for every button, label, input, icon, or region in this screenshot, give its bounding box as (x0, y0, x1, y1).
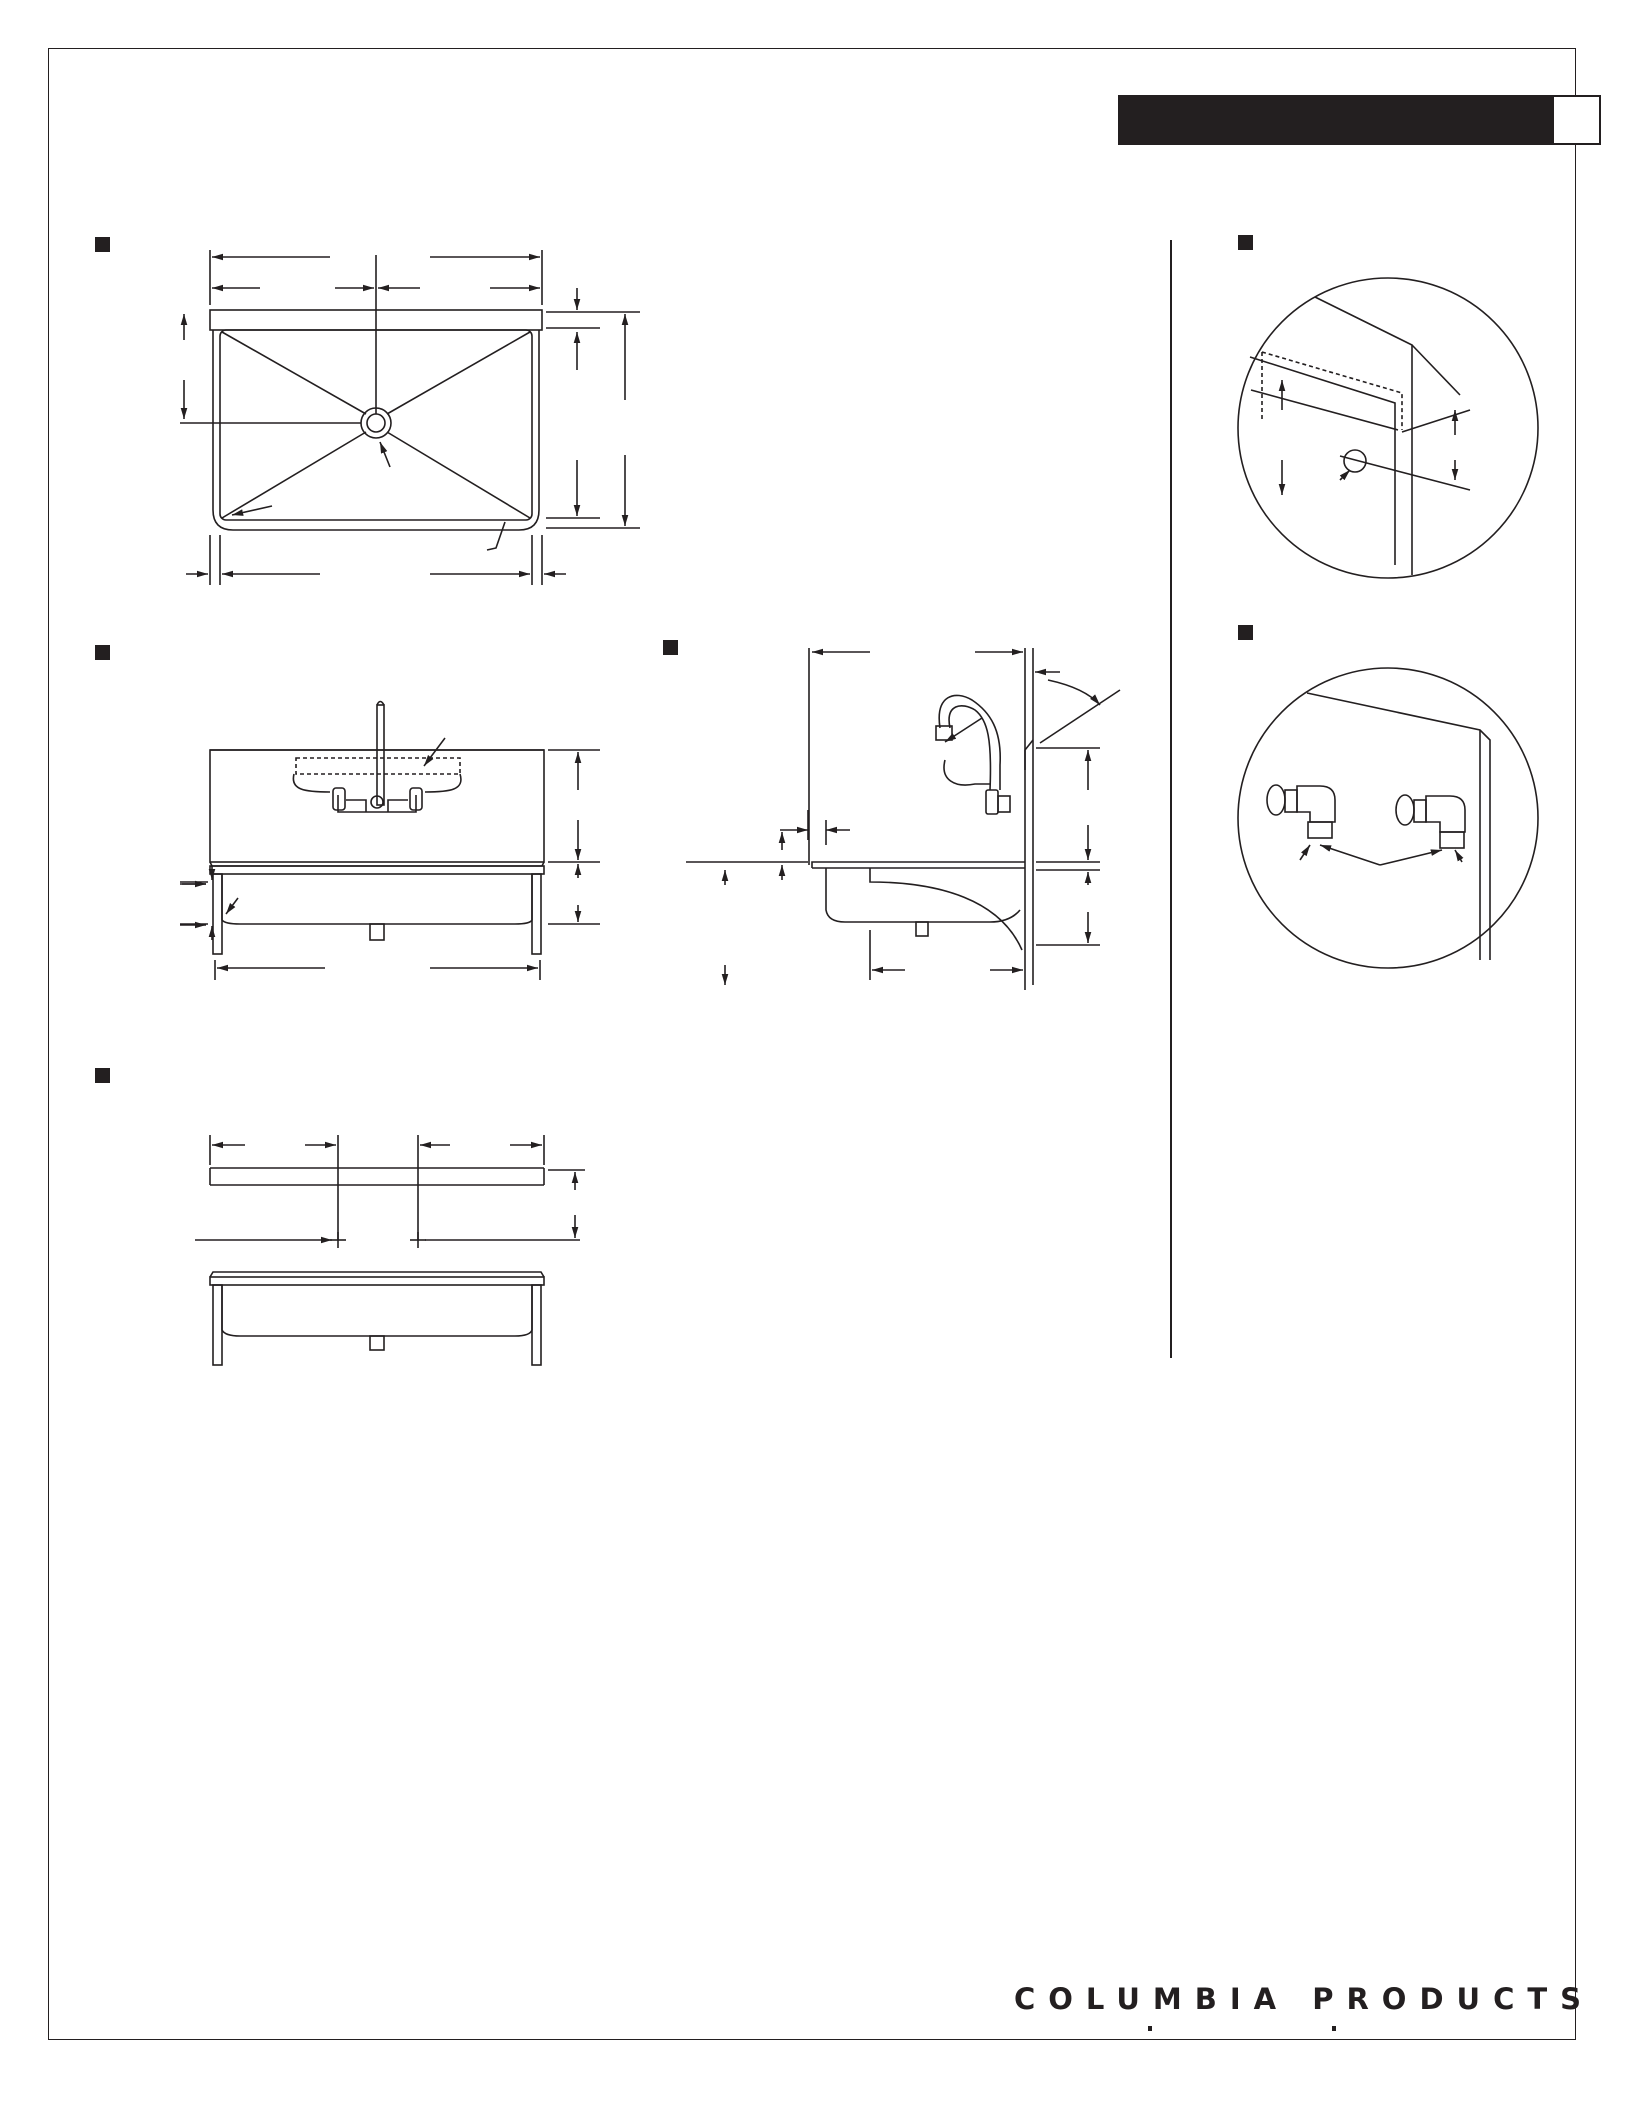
top-view-drawing (180, 250, 640, 585)
brand-logo: COLUMBIA PRODUCTS (1014, 1982, 1595, 2016)
fitting-left (1267, 785, 1335, 838)
side-view-drawing (686, 648, 1120, 990)
brand-dot-left (1148, 2026, 1152, 2031)
drain-inner (367, 414, 385, 432)
fitting-right (1396, 795, 1465, 848)
front-view-drawing (180, 702, 600, 981)
detail-fittings-drawing (1238, 668, 1538, 968)
brand-dot-right (1332, 2026, 1336, 2031)
detail-access-drawing (1238, 278, 1538, 578)
wall-view-drawing (195, 1135, 585, 1365)
